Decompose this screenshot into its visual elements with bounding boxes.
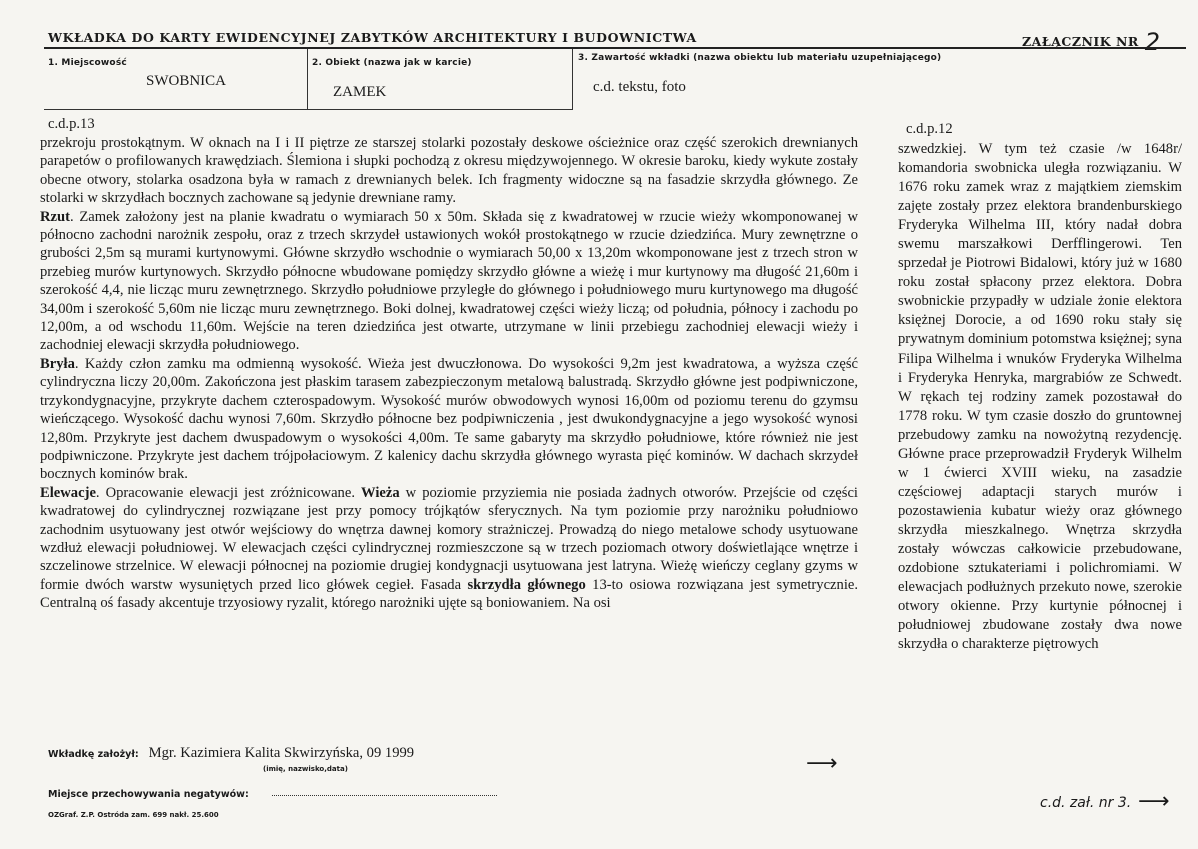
field-divider-2 bbox=[572, 49, 573, 109]
author-value: Mgr. Kazimiera Kalita Skwirzyńska, 09 1999 bbox=[148, 745, 415, 761]
heading-elewacje: Elewacje bbox=[40, 484, 96, 501]
field-divider-1 bbox=[307, 49, 308, 109]
left-continuation-ref: c.d.p.13 bbox=[48, 116, 95, 132]
author-sub-label: (imię, nazwisko,data) bbox=[263, 765, 348, 773]
location-value: SWOBNICA bbox=[146, 73, 227, 89]
elewacje-text-1: . Opracowanie elewacji jest zróżnicowane. bbox=[95, 484, 361, 501]
paragraph-history: szwedzkiej. W tym też czasie /w 1648r/ komandoria swobnicka uległa rozwiązaniu. W 1676 roku zamek wraz z majątkiem ziemskim zajęte zostały przez elektora brandenburskiego Fryderyka Wilhelma III, który nadał dobra swemu marszałkowi Derfflingerowi. Ten sprzedał je Piotrowi Bidalowi, który już w 1680 roku został spłacony przez elektora. Dobra swobnickie przypadły w udziale żonie elektora księżnej Dorocie, a od 1690 roku stały się prywatnym dominium potomstwa księżnej; syna Filipa Wilhelma i wnuków Fryderyka Wilhelma i Fryderyka Henryka, margrabiów ze Schwedt. W rękach tej rodziny zamek pozostawał do 1778 roku. W tym czasie doszło do gruntownej przebudowy zamku na nowożytną rezydencję. Główne prace przeprowadził Fryderyk Wilhelm w 1 ćwierci XVIII wieku, na zasadzie częściowej adaptacji starych murów i pozostawienia kubatur wieży oraz głównego skrzydła mieszkalnego. Wnętrza skrzydła zostały wówczas całkowicie przebudowane, ozdobione sztukateriami i polichromiami. W elewacjach podłużnych przekuto nowe, szerokie otwory okienne. Przy kurtynie północnej i południowej zbudowane zostały dwa nowe skrzydła o charakterze piętrowych bbox=[898, 141, 1182, 653]
content-value: c.d. tekstu, foto bbox=[593, 79, 686, 95]
elewacje-skrzydlo: skrzydła głównego bbox=[467, 576, 586, 593]
paragraph-window-joinery: przekroju prostokątnym. W oknach na I i II piętrze ze starszej stolarki pozostały deskowe ościeżnice oraz część szerokich drewnianych parapetów o profilowanych krawędziach. Ślemiona i słupki pochodzą z okresu międzywojennego. W okresie baroku, kiedy wykute zostały obecne otwory, stolarka osadzona była w ramach z drewnianych belek. Ich fragmenty widoczne są na fasadzie skrzydła głównego. Ze stolarki w skrzydłach bocznych zachowane są jedynie drewniane ramy. bbox=[40, 135, 858, 207]
field-underline-1 bbox=[44, 109, 308, 110]
author-label: Wkładkę założył: bbox=[48, 749, 139, 760]
object-label: 2. Obiekt (nazwa jak w karcie) bbox=[312, 58, 472, 68]
heading-bryla: Bryła bbox=[40, 355, 75, 372]
rzut-text: . Zamek założony jest na planie kwadratu o wymiarach 50 x 50m. Składa się z kwadratowej w rzucie wieży wkomponowanej w północno zachodni narożnik zespołu, oraz z trzech skrzydeł ustawionych wokół prostokątnego w rzucie dziedzińca. Mury zewnętrzne o grubości 2,5m są murami kurtynowymi. Główne skrzydło wschodnie o wymiarach 50,00 x 13,20m wkomponowane jest z trzech stron w przebieg murów kurtynowych. Skrzydło północne wbudowane pomiędzy skrzydło główne a wieżę i mur kurtynowy ma długość 21,60m i szerokość 4,4, nie licząc muru zewnętrznego. Skrzydło południowe przyległe do głównego i południowego muru kurtynowego ma długość 34,00m i szerokość 5,60m nie licząc muru zewnętrznego. Boki dolnej, kwadratowej części wieży liczą; od południa, północy i zachodu po 12,00m, a od wschodu 11,60m. Wejście na teren dziedzińca jest otwarte, utrzymane w linii przebiegu zachodniej elewacji wieży i zachodniej elewacji skrzydła południowego. bbox=[40, 208, 858, 354]
continued-note: c.d. zał. nr 3. bbox=[1040, 795, 1132, 811]
elewacje-text-2: w poziomie przyziemia nie posiada żadnych otworów. Przejście od części kwadratowej do cylindrycznej rozwiązane jest przy pomocy trójkątów sferycznych. Na tym poziomie przy narożniku południowo zachodnim usytuowany jest otwór wejściowy do wnętrza dawnej komory strażniczej. Prowadzą do niego metalowe schody usytuowane wzdłuż elewacji południowej. W elewacjach części cylindrycznej rozmieszczone są w trzech poziomach otwory doświetlające wnętrze i szczelinowe strzelnice. W elewacji północnej na poziomie drugiej kondygnacji usytuowana jest latryna. Wieżę wieńczy ceglany gzyms w formie dwóch warstw wysuniętych przed lico główek cegieł. Fasada bbox=[40, 484, 858, 593]
elewacje-wieza: Wieża bbox=[361, 484, 400, 501]
paragraph-elewacje bbox=[40, 484, 858, 613]
author-line bbox=[48, 744, 568, 762]
bryla-text: . Każdy człon zamku ma odmienną wysokość. Wieża jest dwuczłonowa. Do wysokości 9,2m jest kwadratowa, a wyższa część cylindryczna liczy 20,00m. Zakończona jest płaskim tarasem zabezpieczonym metalową balustradą. Skrzydło główne jest podpiwniczone, trzykondygnacyjne, przykryte dachem czterospadowym. Wysokość murów obwodowych wynosi 16,00m od poziomu terenu do gzymsu wieńczącego. Wysokość dachu wynosi 7,60m. Skrzydło północne bez podpiwniczenia , jest dwukondygnacyjne a jego wysokość wynosi 12,80m. Przykryte jest dachem dwuspadowym o wysokości 4,00m. Te same gabaryty ma skrzydło południowe, które również nie jest podpiwniczone. Przykryte jest dachem trójpołaciowym. Z kalenicy dachu skrzydła głównego wyrasta pięć kominów. W dachach skrzydeł bocznych kominów brak. bbox=[40, 355, 858, 483]
continued-arrow-icon: ⟶ bbox=[1138, 789, 1170, 814]
object-value: ZAMEK bbox=[333, 84, 387, 100]
attachment-label: ZAŁĄCZNIK NR bbox=[1022, 34, 1139, 49]
storage-line bbox=[48, 784, 249, 802]
continue-arrow-icon: ⟶ bbox=[806, 751, 838, 776]
left-body-text bbox=[40, 134, 858, 613]
attachment-number-value: 2 bbox=[1144, 28, 1161, 56]
paragraph-bryla bbox=[40, 355, 858, 484]
field-underline-2 bbox=[307, 109, 573, 110]
right-body-text bbox=[898, 140, 1182, 654]
header-rule bbox=[44, 47, 1186, 49]
storage-label: Miejsce przechowywania negatywów: bbox=[48, 789, 249, 800]
elewacje-text-3: 13-to osiowa rozwiązana jest symetrycznie. Centralną oś fasady akcentuje trzyosiowy ryzalit, którego narożniki ujęte są boniowaniem. Na osi bbox=[40, 576, 858, 612]
content-label: 3. Zawartość wkładki (nazwa obiektu lub materiału uzupełniającego) bbox=[578, 53, 942, 63]
paragraph-rzut bbox=[40, 208, 858, 355]
heading-rzut: Rzut bbox=[40, 208, 70, 225]
form-title: WKŁADKA DO KARTY EWIDENCYJNEJ ZABYTKÓW ARCHITEKTURY I BUDOWNICTWA bbox=[48, 30, 697, 45]
print-info: OZGraf. Z.P. Ostróda zam. 699 nakł. 25.600 bbox=[48, 811, 219, 819]
right-continuation-ref: c.d.p.12 bbox=[906, 121, 953, 137]
storage-dotted-field bbox=[272, 795, 497, 796]
location-label: 1. Miejscowość bbox=[48, 58, 127, 68]
